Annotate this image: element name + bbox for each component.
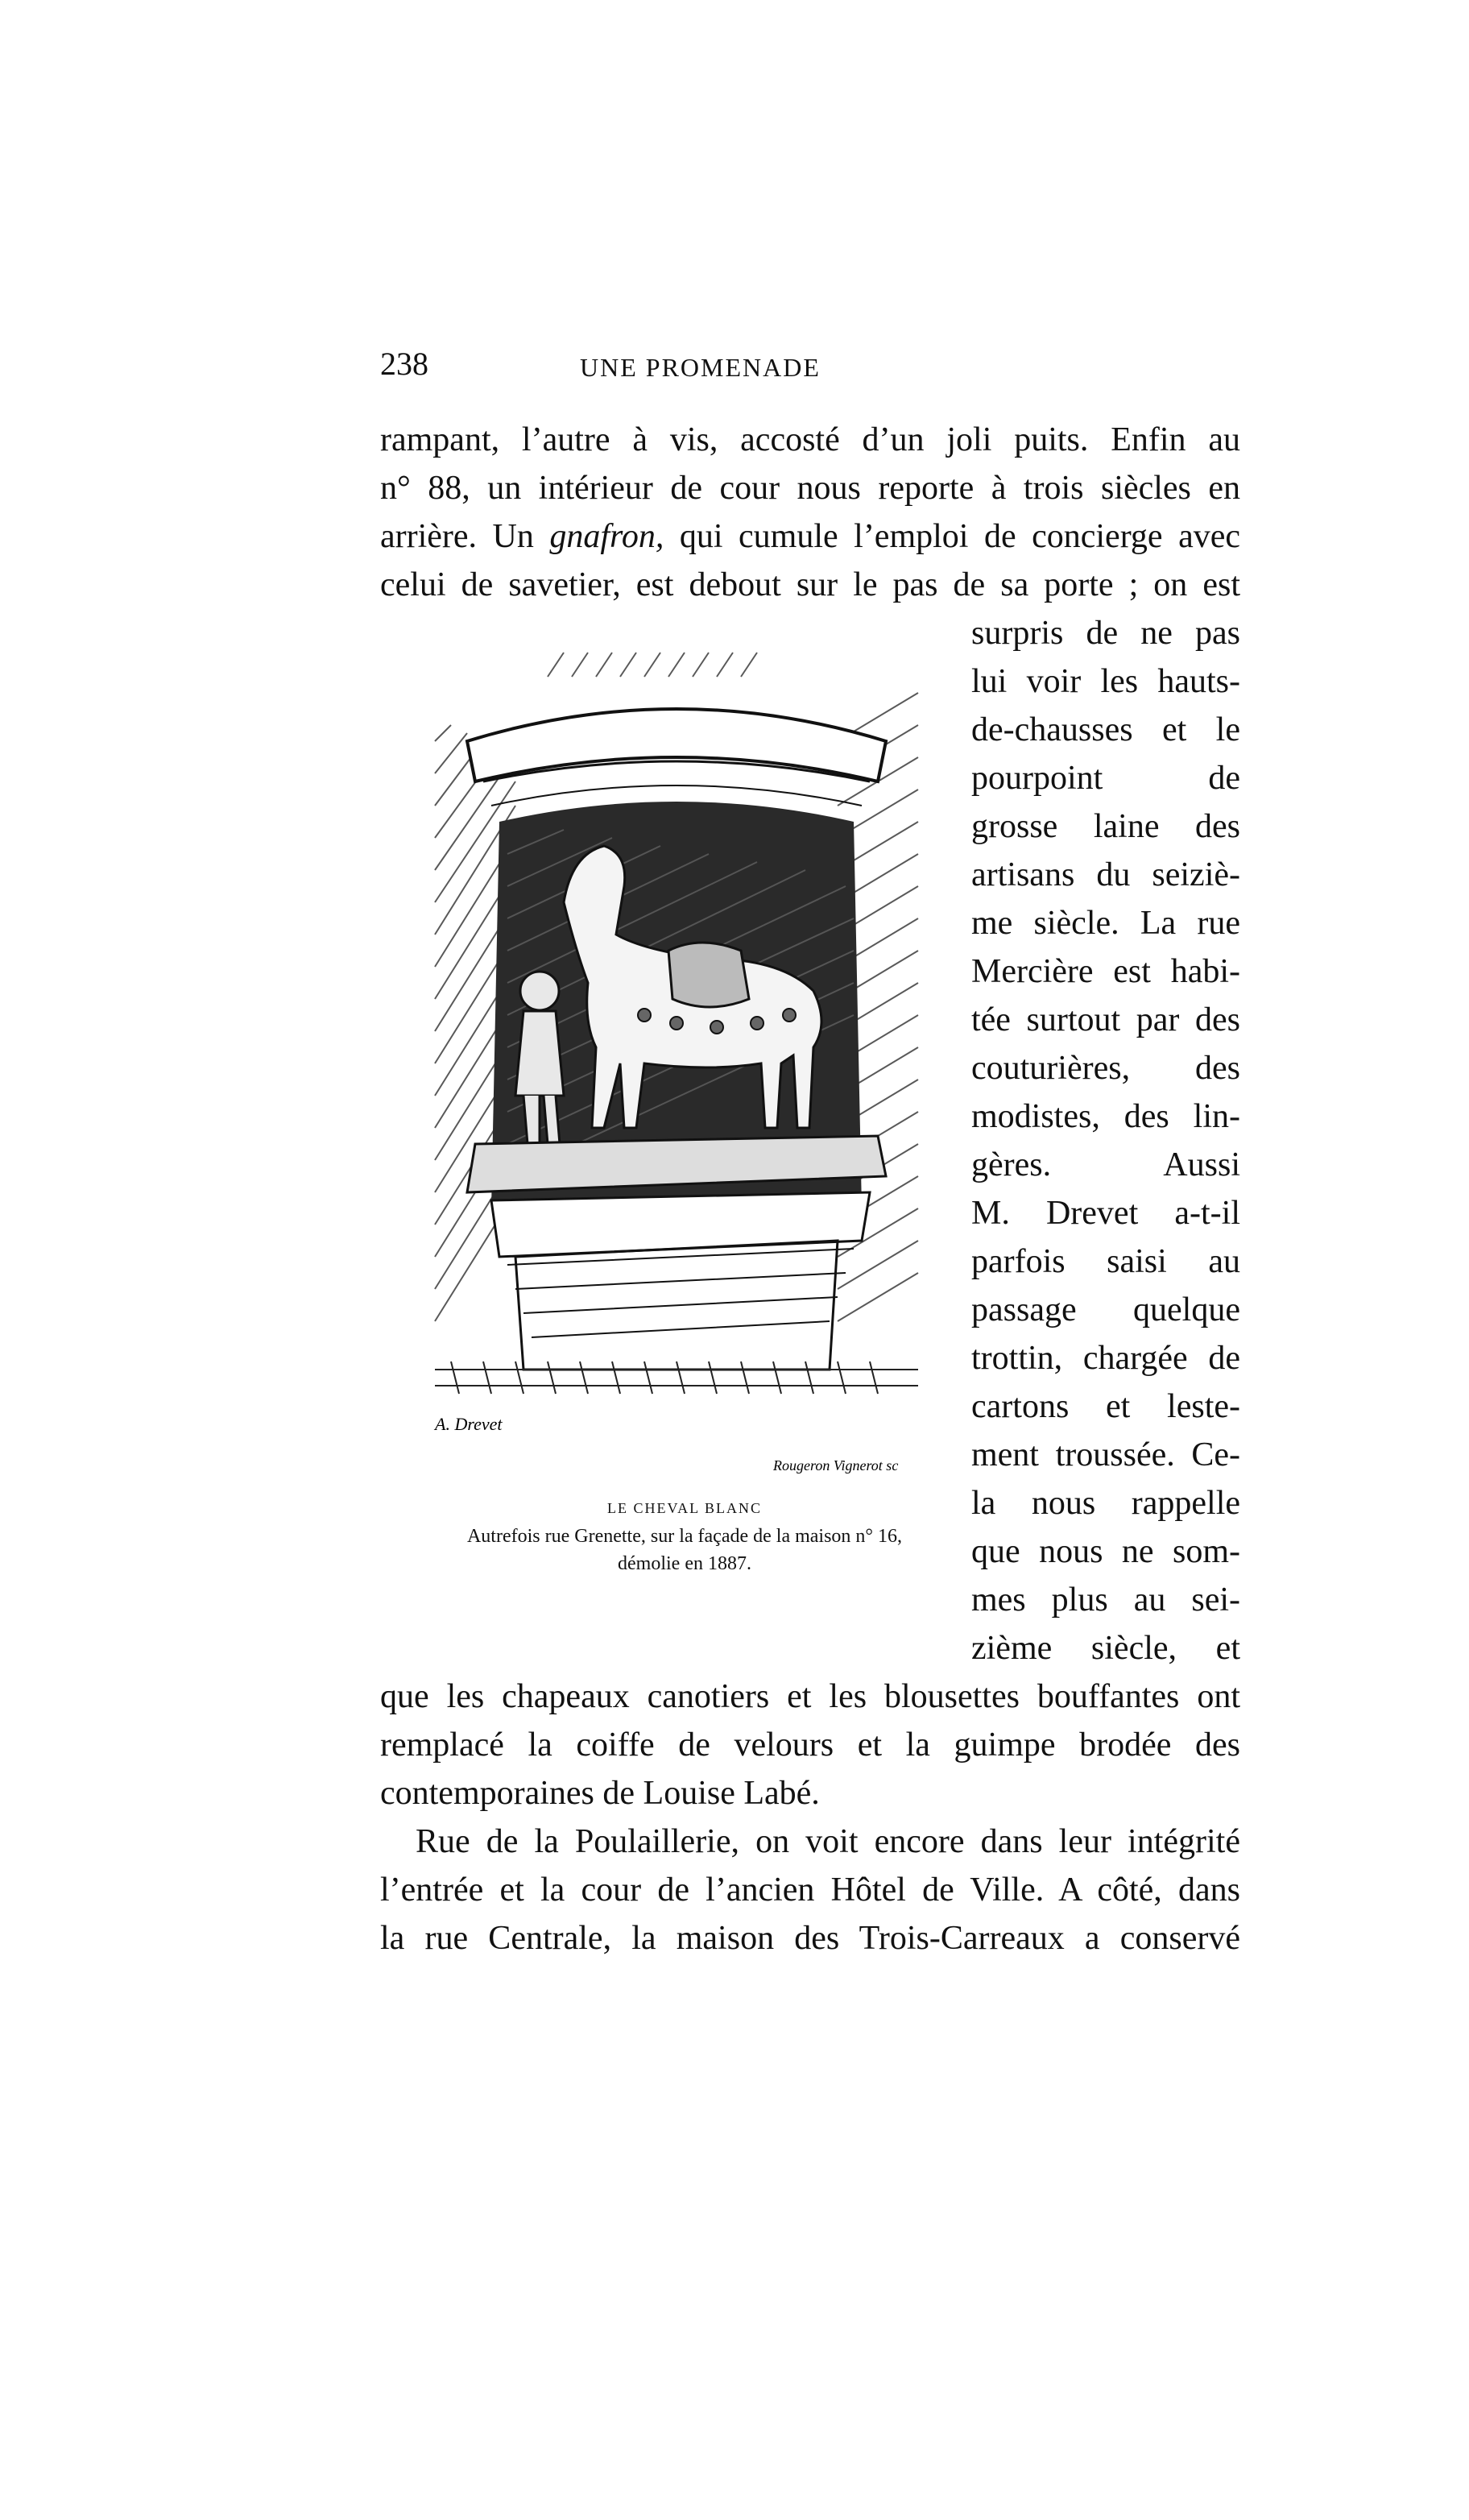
text-line: Rue de la Poulaillerie, on voit encore dans leur intégrité — [416, 1823, 1240, 1860]
italic-word: gnafron, — [549, 518, 664, 555]
caption-line: démolie en 1887. — [618, 1553, 751, 1574]
wrap-line: passage quelque — [971, 1291, 1240, 1328]
wrap-line: zième siècle, et — [971, 1630, 1240, 1667]
caption-title: LE CHEVAL BLANC — [607, 1500, 762, 1516]
wrap-line: mes plus au sei- — [971, 1581, 1240, 1619]
wrap-line: pourpoint de — [971, 760, 1240, 797]
page-number: 238 — [380, 346, 428, 382]
text-line — [380, 512, 1240, 561]
engraver-signature: Rougeron Vignerot sc — [773, 1457, 899, 1473]
wrap-line: cartons et leste- — [971, 1388, 1240, 1425]
caption-line: Autrefois rue Grenette, sur la façade de la maison n° 16, — [466, 1526, 903, 1547]
text-fragment: qui cumule l’emploi de concierge avec — [664, 518, 1240, 555]
text-line: que les chapeaux canotiers et les blousettes bouffantes ont — [380, 1678, 1240, 1715]
wrap-line: me siècle. La rue — [971, 905, 1240, 942]
wrap-line: surpris de ne pas — [971, 615, 1240, 652]
wrap-line: couturières, des — [971, 1050, 1240, 1087]
wrap-line: que nous ne som- — [971, 1533, 1240, 1570]
wrap-line: artisans du seiziè- — [971, 856, 1240, 893]
text-line: remplacé la coiffe de velours et la guimpe brodée des — [380, 1726, 1240, 1764]
running-head: UNE PROMENADE — [580, 353, 821, 382]
cheval-blanc-illustration — [403, 645, 950, 1482]
text-line: celui de savetier, est debout sur le pas de sa porte ; on est — [380, 566, 1240, 603]
wrap-line: ment troussée. Ce- — [971, 1436, 1240, 1473]
wrap-line: trottin, chargée de — [971, 1340, 1240, 1377]
text-line: n° 88, un intérieur de cour nous reporte à trois siècles en — [380, 470, 1240, 507]
wrap-line: M. Drevet a-t-il — [971, 1195, 1240, 1232]
wrap-line: grosse laine des — [971, 808, 1240, 845]
text-line: contemporaines de Louise Labé. — [380, 1775, 820, 1812]
text-line: l’entrée et la cour de l’ancien Hôtel de Ville. A côté, dans — [380, 1871, 1240, 1909]
wrap-line: modistes, des lin- — [971, 1098, 1240, 1135]
text-line: rampant, l’autre à vis, accosté d’un joli puits. Enfin au — [380, 421, 1240, 458]
wrap-line: Mercière est habi- — [971, 953, 1240, 990]
wrap-line: de-chausses et le — [971, 711, 1240, 748]
wrap-line: tée surtout par des — [971, 1001, 1240, 1038]
wrap-line: gères. Aussi — [971, 1146, 1240, 1183]
wrap-line: la nous rappelle — [971, 1485, 1240, 1522]
wrap-line: lui voir les hauts- — [971, 663, 1240, 700]
text-fragment: arrière. Un — [380, 518, 550, 555]
artist-signature: A. Drevet — [435, 1414, 503, 1434]
text-line: la rue Centrale, la maison des Trois-Carreaux a conservé — [380, 1920, 1240, 1957]
engraving-figure — [403, 645, 950, 1482]
wrap-line: parfois saisi au — [971, 1243, 1240, 1280]
